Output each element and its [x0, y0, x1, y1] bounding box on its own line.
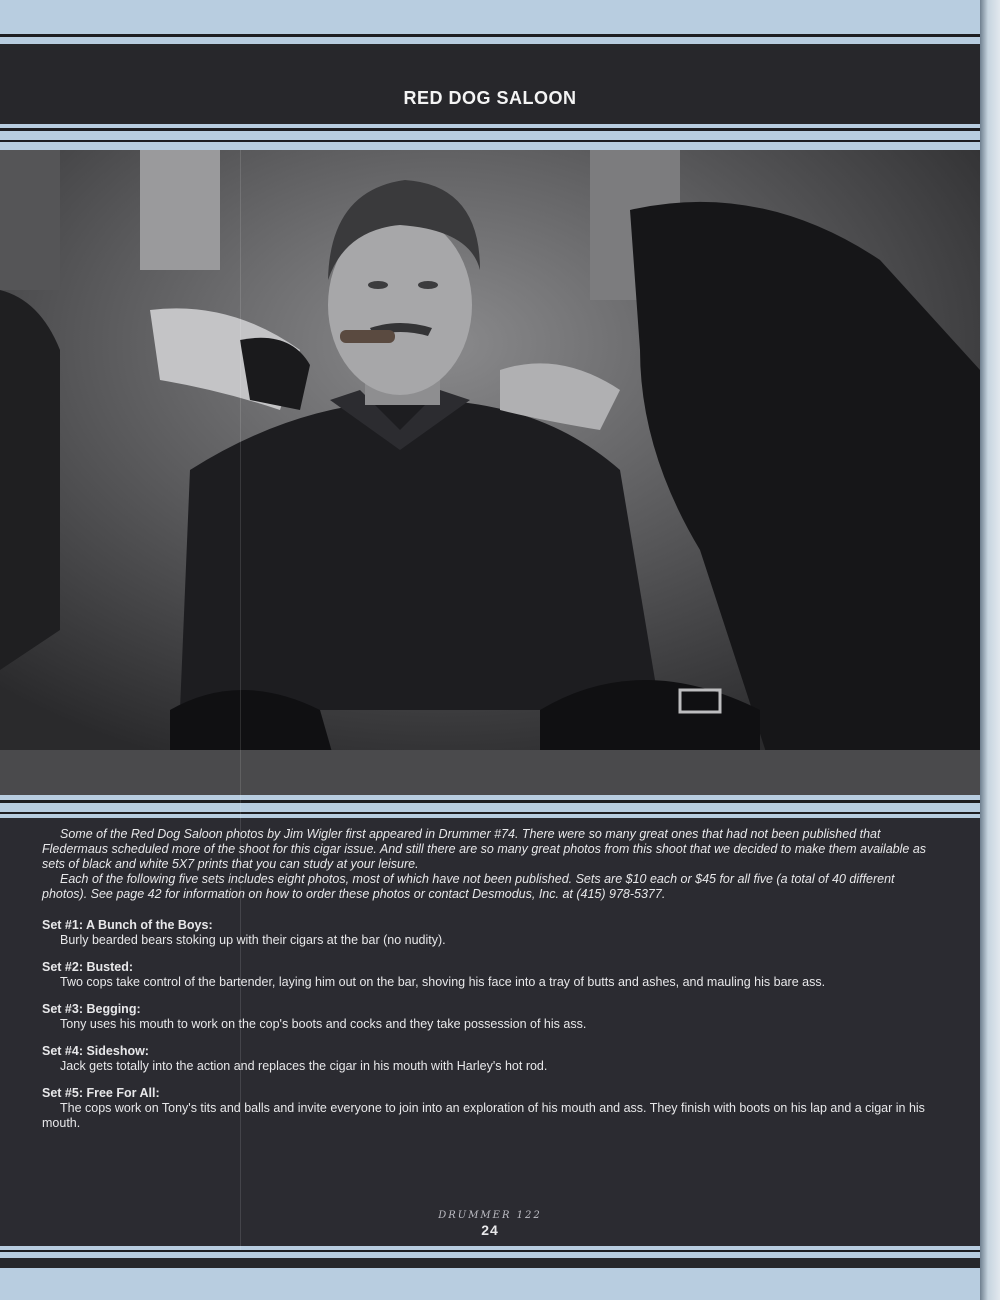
- page-edge: [980, 0, 1000, 1300]
- set-entry: [42, 1086, 942, 1131]
- set-description: Tony uses his mouth to work on the cop's boots and cocks and they take possession of his ass.: [60, 1017, 587, 1031]
- intro-paragraph-2: Each of the following five sets includes eight photos, most of which have not been published. Sets are $10 each or $45 for all five (a total of 40 different photos). See page 42 for information on how to order these photos or contact Desmodus, Inc. at (415) 978-5377.: [42, 872, 895, 901]
- set-entry: [42, 960, 942, 990]
- header-rule: [0, 128, 980, 131]
- magazine-name: DRUMMER 122: [438, 1210, 542, 1221]
- set-title: Set #4: Sideshow:: [42, 1044, 149, 1058]
- page-title: RED DOG SALOON: [403, 88, 577, 108]
- set-description: Two cops take control of the bartender, laying him out on the bar, shoving his face into a tray of butts and ashes, and mauling his bare ass.: [60, 975, 826, 989]
- set-title: Set #3: Begging:: [42, 1002, 141, 1016]
- bottom-rule: [0, 1250, 980, 1252]
- header-rule-thin: [0, 140, 980, 142]
- set-entry: [42, 1044, 942, 1074]
- set-title: Set #2: Busted:: [42, 960, 133, 974]
- set-entry: [42, 918, 942, 948]
- set-title: Set #1: A Bunch of the Boys:: [42, 918, 213, 932]
- photo-rule-thin: [0, 812, 980, 814]
- top-rule: [0, 34, 980, 37]
- main-photo: [0, 150, 980, 795]
- set-entry: [42, 1002, 942, 1032]
- page-number: 24: [481, 1222, 499, 1238]
- intro-paragraph-1: Some of the Red Dog Saloon photos by Jim Wigler first appeared in Drummer #74. There were so many great ones that had not been published that Fledermaus scheduled more of the shoot for this cigar issue. And still there are so many great photos from this shoot that we decided to make them available as sets of black and white 5X7 prints that you can study at your leisure.: [42, 827, 927, 871]
- header-band: [0, 44, 980, 124]
- set-description: The cops work on Tony's tits and balls and invite everyone to join into an exploration of his mouth and ass. They finish with boots on his lap and a cigar in his mouth.: [42, 1101, 925, 1130]
- set-description: Jack gets totally into the action and replaces the cigar in his mouth with Harley's hot rod.: [60, 1059, 548, 1073]
- set-title: Set #5: Free For All:: [42, 1086, 160, 1100]
- page-fold: [240, 150, 241, 1250]
- article-body: [42, 827, 942, 1131]
- bottom-band: [0, 1258, 980, 1268]
- set-description: Burly bearded bears stoking up with their cigars at the bar (no nudity).: [60, 933, 446, 947]
- photo-rule: [0, 800, 980, 803]
- intro: [42, 827, 942, 902]
